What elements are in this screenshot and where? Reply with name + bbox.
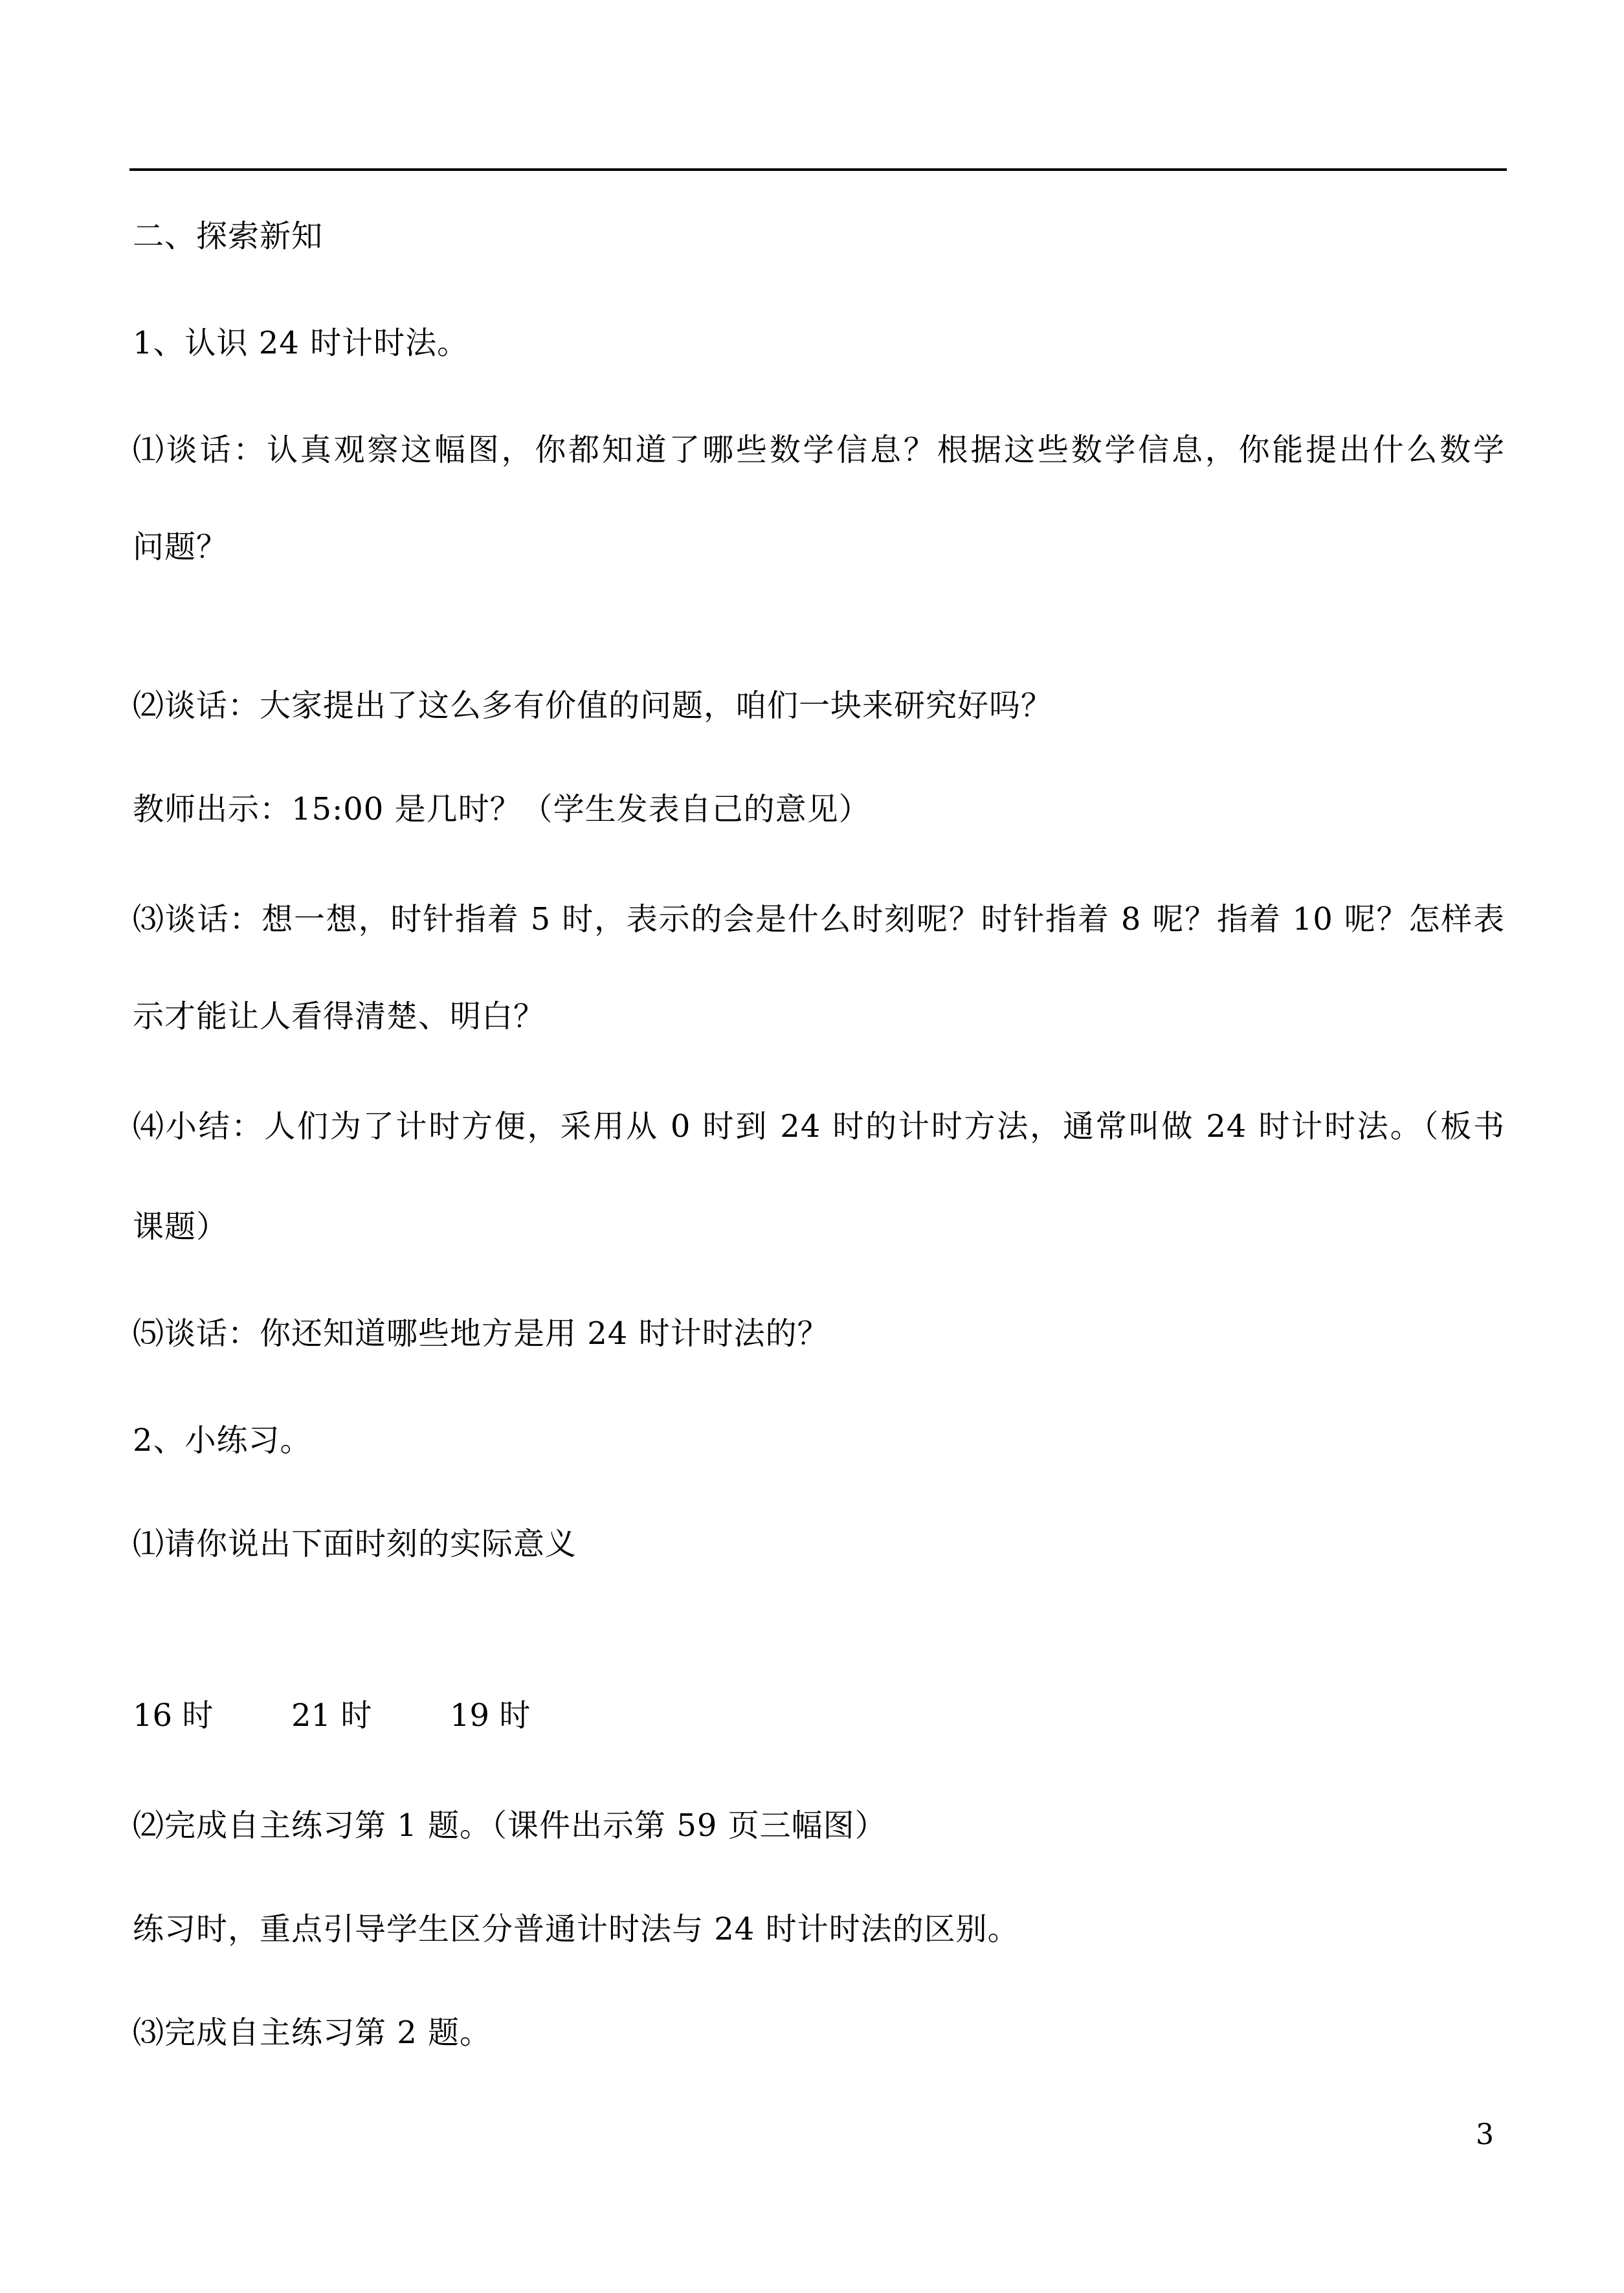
paragraph-line-10: ⑸谈话：你还知道哪些地方是用 24 时计时法的？	[133, 1315, 829, 1352]
paragraph-line-15: ⑶完成自主练习第 2 题。	[133, 2015, 492, 2051]
paragraph-line-4: ⑵谈话：大家提出了这么多有价值的问题，咱们一块来研究好吗？	[133, 688, 1053, 724]
section-title: 二、探索新知	[133, 218, 324, 254]
time-example-1: 16 时	[133, 1697, 214, 1734]
time-example-3: 19 时	[450, 1697, 531, 1734]
paragraph-line-12: ⑴请你说出下面时刻的实际意义	[133, 1526, 577, 1562]
paragraph-line-3: 问题？	[133, 529, 228, 565]
paragraph-line-14: 练习时，重点引导学生区分普通计时法与 24 时计时法的区别。	[133, 1911, 1019, 1947]
paragraph-line-7: 示才能让人看得清楚、明白？	[133, 998, 546, 1035]
header-rule	[129, 168, 1507, 171]
paragraph-line-11: 2、小练习。	[133, 1422, 312, 1459]
time-example-2: 21 时	[291, 1697, 372, 1734]
paragraph-line-5: 教师出示：15:00 是几时？（学生发表自己的意见）	[133, 791, 871, 827]
paragraph-line-8: ⑷小结：人们为了计时方便，采用从 0 时到 24 时的计时方法，通常叫做 24 时计时法。（板书	[133, 1108, 1505, 1145]
time-examples	[133, 1696, 530, 1735]
paragraph-line-13: ⑵完成自主练习第 1 题。（课件出示第 59 页三幅图）	[133, 1807, 887, 1844]
paragraph-line-6: ⑶谈话：想一想，时针指着 5 时，表示的会是什么时刻呢？时针指着 8 呢？指着 10 呢？怎样表	[133, 901, 1505, 937]
paragraph-line-9: 课题）	[133, 1209, 228, 1245]
paragraph-line-2: ⑴谈话：认真观察这幅图，你都知道了哪些数学信息？根据这些数学信息，你能提出什么数学	[133, 432, 1505, 468]
paragraph-line-1: 1、认识 24 时计时法。	[133, 325, 469, 361]
page-number: 3	[1476, 2118, 1494, 2151]
